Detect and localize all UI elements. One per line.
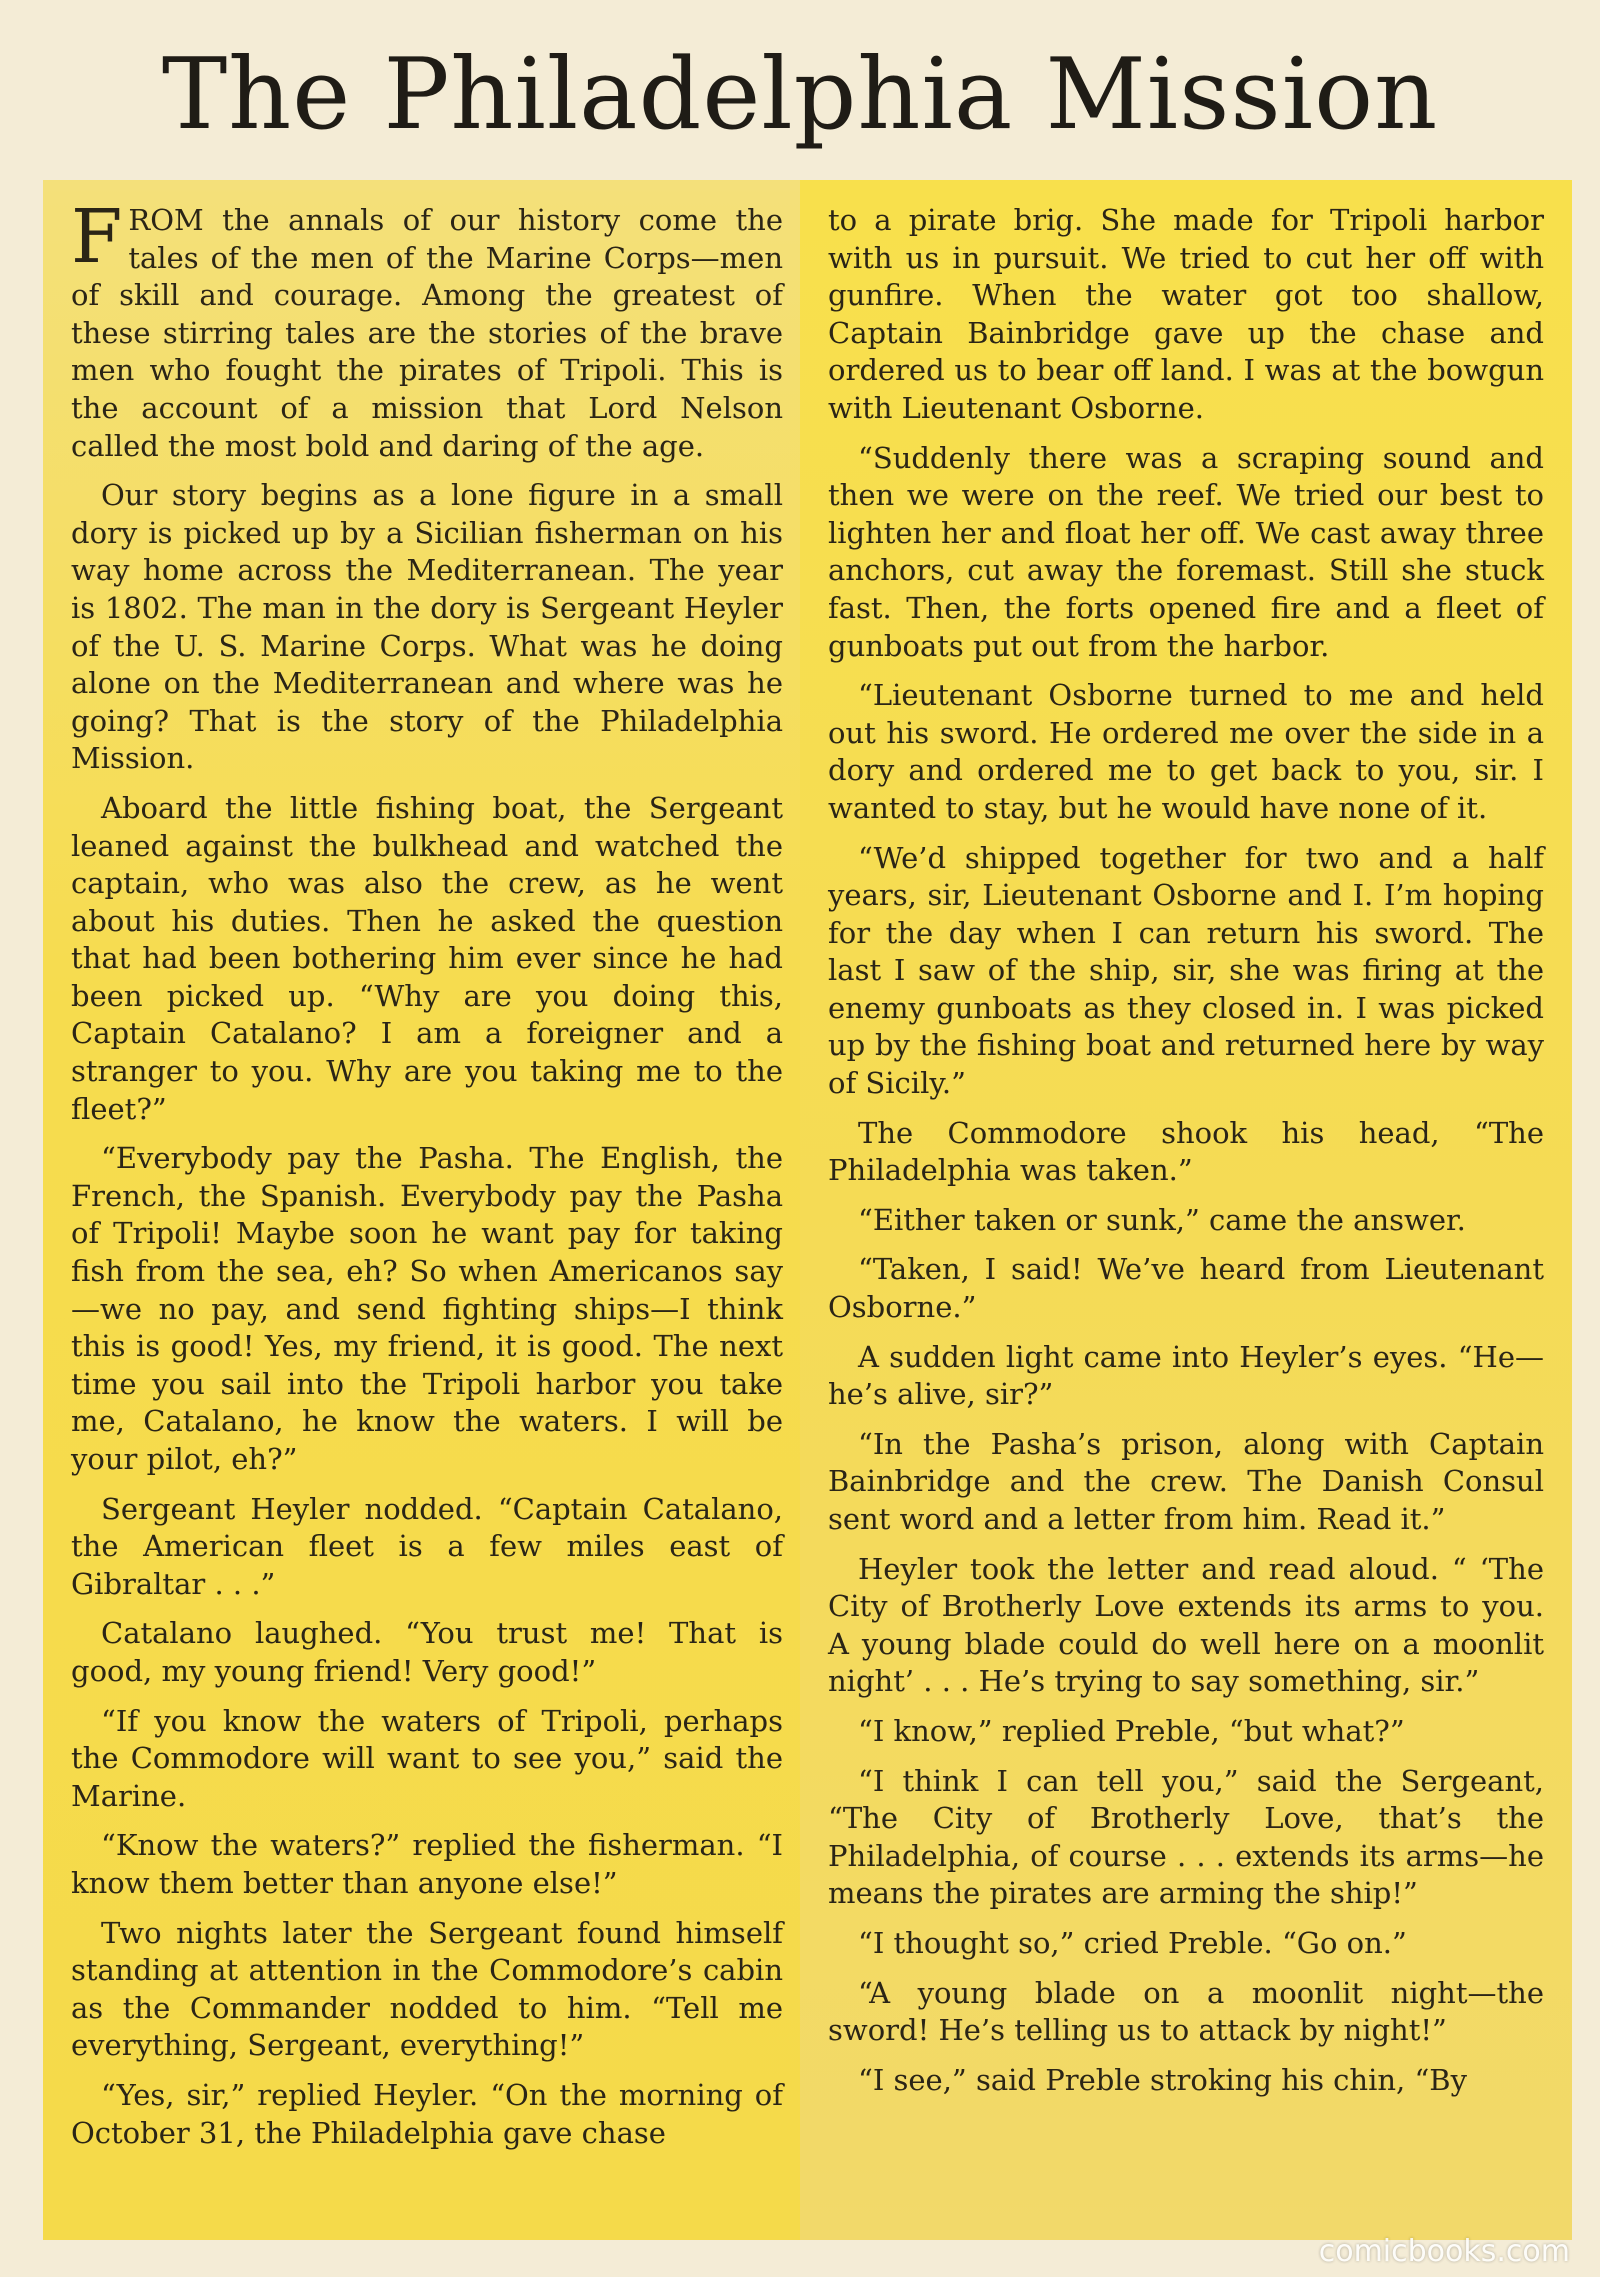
- paragraph: “Lieutenant Osborne turned to me and held out his sword. He ordered me over the side in a dory and ordered me to get back to you, sir. I wanted to stay, but he would have none of it.: [828, 678, 1544, 825]
- paragraph: “I thought so,” cried Preble. “Go on.”: [858, 1925, 1407, 1960]
- paragraph: FROM the annals of our history come the tales of the men of the Marine Corps—men of skill and courage. Among the greatest of these stirring tales are the stories of the brave men who fought the pirates of Tripoli. This is the account of a mission that Lord Nelson called the most bold and daring of the age.: [71, 194, 783, 463]
- paragraph: The Commodore shook his head, “The Philadelphia was taken.”: [828, 1115, 1544, 1188]
- paragraph: “Yes, sir,” replied Heyler. “On the morning of October 31, the Philadelphia gave chase: [71, 2077, 783, 2150]
- paragraph: Our story begins as a lone figure in a small dory is picked up by a Sicilian fisherman on his way home across the Mediterranean. The year is 1802. The man in the dory is Sergeant Heyler of the U. S. Marine Corps. What was he doing alone on the Mediterranean and where was he going? That is the story of the Philadelphia Mission.: [71, 478, 783, 776]
- paragraph: “A young blade on a moonlit night—the sword! He’s telling us to attack by night!”: [828, 1975, 1544, 2048]
- paragraph: “Suddenly there was a scraping sound and then we were on the reef. We tried our best to lighten her and float her off. We cast away three anchors, cut away the foremast. Still she stuck fast. Then, the forts opened fire and a fleet of gunboats put out from the harbor.: [828, 440, 1544, 663]
- paragraph: “I know,” replied Preble, “but what?”: [858, 1713, 1405, 1748]
- paragraph: Catalano laughed. “You trust me! That is good, my young friend! Very good!”: [71, 1616, 783, 1688]
- page-title: The Philadelphia Mission: [161, 38, 1439, 152]
- paragraph: to a pirate brig. She made for Tripoli harbor with us in pursuit. We tried to cut her off with gunfire. When the water got too shallow, Captain Bainbridge gave up the chase and ordered us to bear off land. I was at the bowgun with Lieutenant Osborne.: [828, 203, 1544, 425]
- paragraph: Heyler took the letter and read aloud. “ ‘The City of Brotherly Love extends its arms to you. A young blade could do well here on a moonlit night’ . . . He’s trying to say something, sir.”: [828, 1551, 1544, 1699]
- left-text-column: [43, 180, 811, 2240]
- drop-cap: F: [71, 194, 123, 280]
- paragraph: “We’d shipped together for two and a half years, sir, Lieutenant Osborne and I. I’m hoping for the day when I can return his sword. The last I saw of the ship, sir, she was firing at the enemy gunboats as they closed in. I was picked up by the fishing boat and returned here by way of Sicily.”: [828, 840, 1544, 1101]
- paragraph: “Either taken or sunk,” came the answer.: [858, 1202, 1466, 1237]
- paragraph: “Everybody pay the Pasha. The English, the French, the Spanish. Everybody pay the Pasha of Tripoli! Maybe soon he want pay for taking fish from the sea, eh? So when Americanos say—we no pay, and send fighting ships—I think this is good! Yes, my friend, it is good. The next time you sail into the Tripoli harbor you take me, Catalano, he know the waters. I will be your pilot, eh?”: [71, 1141, 783, 1476]
- right-text-column: [800, 180, 1572, 2240]
- paragraph: “I think I can tell you,” said the Sergeant, “The City of Brotherly Love, that’s the Philadelphia, of course . . . extends its arms—he means the pirates are arming the ship!”: [828, 1763, 1544, 1911]
- paragraph: Two nights later the Sergeant found himself standing at attention in the Commodore’s cabin as the Commander nodded to him. “Tell me everything, Sergeant, everything!”: [71, 1915, 783, 2063]
- watermark: comicbooks.com: [1318, 2234, 1570, 2269]
- paragraph: Sergeant Heyler nodded. “Captain Catalano, the American fleet is a few miles east of Gibraltar . . .”: [71, 1491, 783, 1601]
- paragraph: A sudden light came into Heyler’s eyes. “He—he’s alive, sir?”: [828, 1339, 1544, 1412]
- paragraph: “If you know the waters of Tripoli, perhaps the Commodore will want to see you,” said the Marine.: [71, 1703, 783, 1813]
- paragraph: “I see,” said Preble stroking his chin, “By: [858, 2062, 1467, 2097]
- paragraph: “Know the waters?” replied the fisherman. “I know them better than anyone else!”: [71, 1828, 783, 1900]
- paragraph: “In the Pasha’s prison, along with Captain Bainbridge and the crew. The Danish Consul sent word and a letter from him. Read it.”: [828, 1426, 1544, 1536]
- paragraph: “Taken, I said! We’ve heard from Lieutenant Osborne.”: [828, 1252, 1544, 1325]
- paragraph: Aboard the little fishing boat, the Sergeant leaned against the bulkhead and watched the captain, who was also the crew, as he went about his duties. Then he asked the question that had been bothering him ever since he had been picked up. “Why are you doing this, Captain Catalano? I am a foreigner and a stranger to you. Why are you taking me to the fleet?”: [71, 790, 783, 1126]
